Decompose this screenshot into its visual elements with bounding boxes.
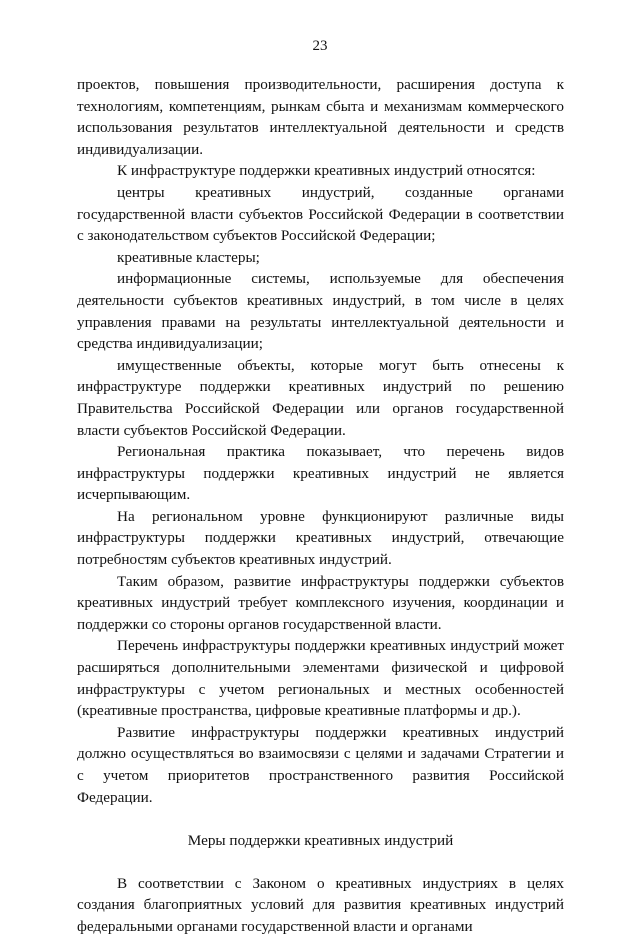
paragraph-infrastructure-intro: К инфраструктуре поддержки креативных индустрий относятся: [117,162,536,180]
page-number: 23 [312,38,328,54]
section-heading: Меры поддержки креативных индустрий [187,832,454,850]
paragraph-continuation: проектов, повышения производительности, расширения доступа к технологиям, компетенциям, рынкам сбыта и механизмам коммерческого использования результатов интеллектуальной деятельности и средств индивидуализации. [77,76,564,158]
paragraph-development: Развитие инфраструктуры поддержки креативных индустрий должно осуществляться во взаимосвязи с целями и задачами Стратегии и с учетом приоритетов пространственного развития Российской Федерации. [77,723,564,806]
paragraph-conclusion: Таким образом, развитие инфраструктуры поддержки субъектов креативных индустрий требует комплексного изучения, координации и поддержки со стороны органов государственной власти. [77,572,564,633]
paragraph-creative-centers: центры креативных индустрий, созданные органами государственной власти субъектов Российской Федерации в соответствии с законодательством субъектов Российской Федерации; [77,183,564,245]
paragraph-property-objects: имущественные объекты, которые могут быть отнесены к инфраструктуре поддержки креативных индустрий по решению Правительства Российской Федерации или органов государственной власти субъектов Российской Федерации. [77,356,564,439]
paragraph-infrastructure-list: Перечень инфраструктуры поддержки креативных индустрий может расширяться дополнительными элементами физической и цифровой инфраструктуры с учетом региональных и местных особенностей (креативные пространства, цифровые креативные платформы и др.). [77,637,564,720]
document-body [77,74,564,938]
paragraph-regional-level: На региональном уровне функционируют различные виды инфраструктуры поддержки креативных индустрий, отвечающие потребностям субъектов креативных индустрий. [77,507,564,569]
paragraph-information-systems: информационные системы, используемые для обеспечения деятельности субъектов креативных индустрий, в том числе в целях управления правами на результаты интеллектуальной деятельности и средства индивидуализации; [77,270,564,353]
paragraph-creative-clusters: креативные кластеры; [117,248,260,266]
paragraph-support-measures: В соответствии с Законом о креативных индустриях в целях создания благоприятных условий для развития креативных индустрий федеральными органами государственной власти и органами [77,874,564,935]
paragraph-regional-practice: Региональная практика показывает, что перечень видов инфраструктуры поддержки креативных индустрий не является исчерпывающим. [77,443,564,504]
